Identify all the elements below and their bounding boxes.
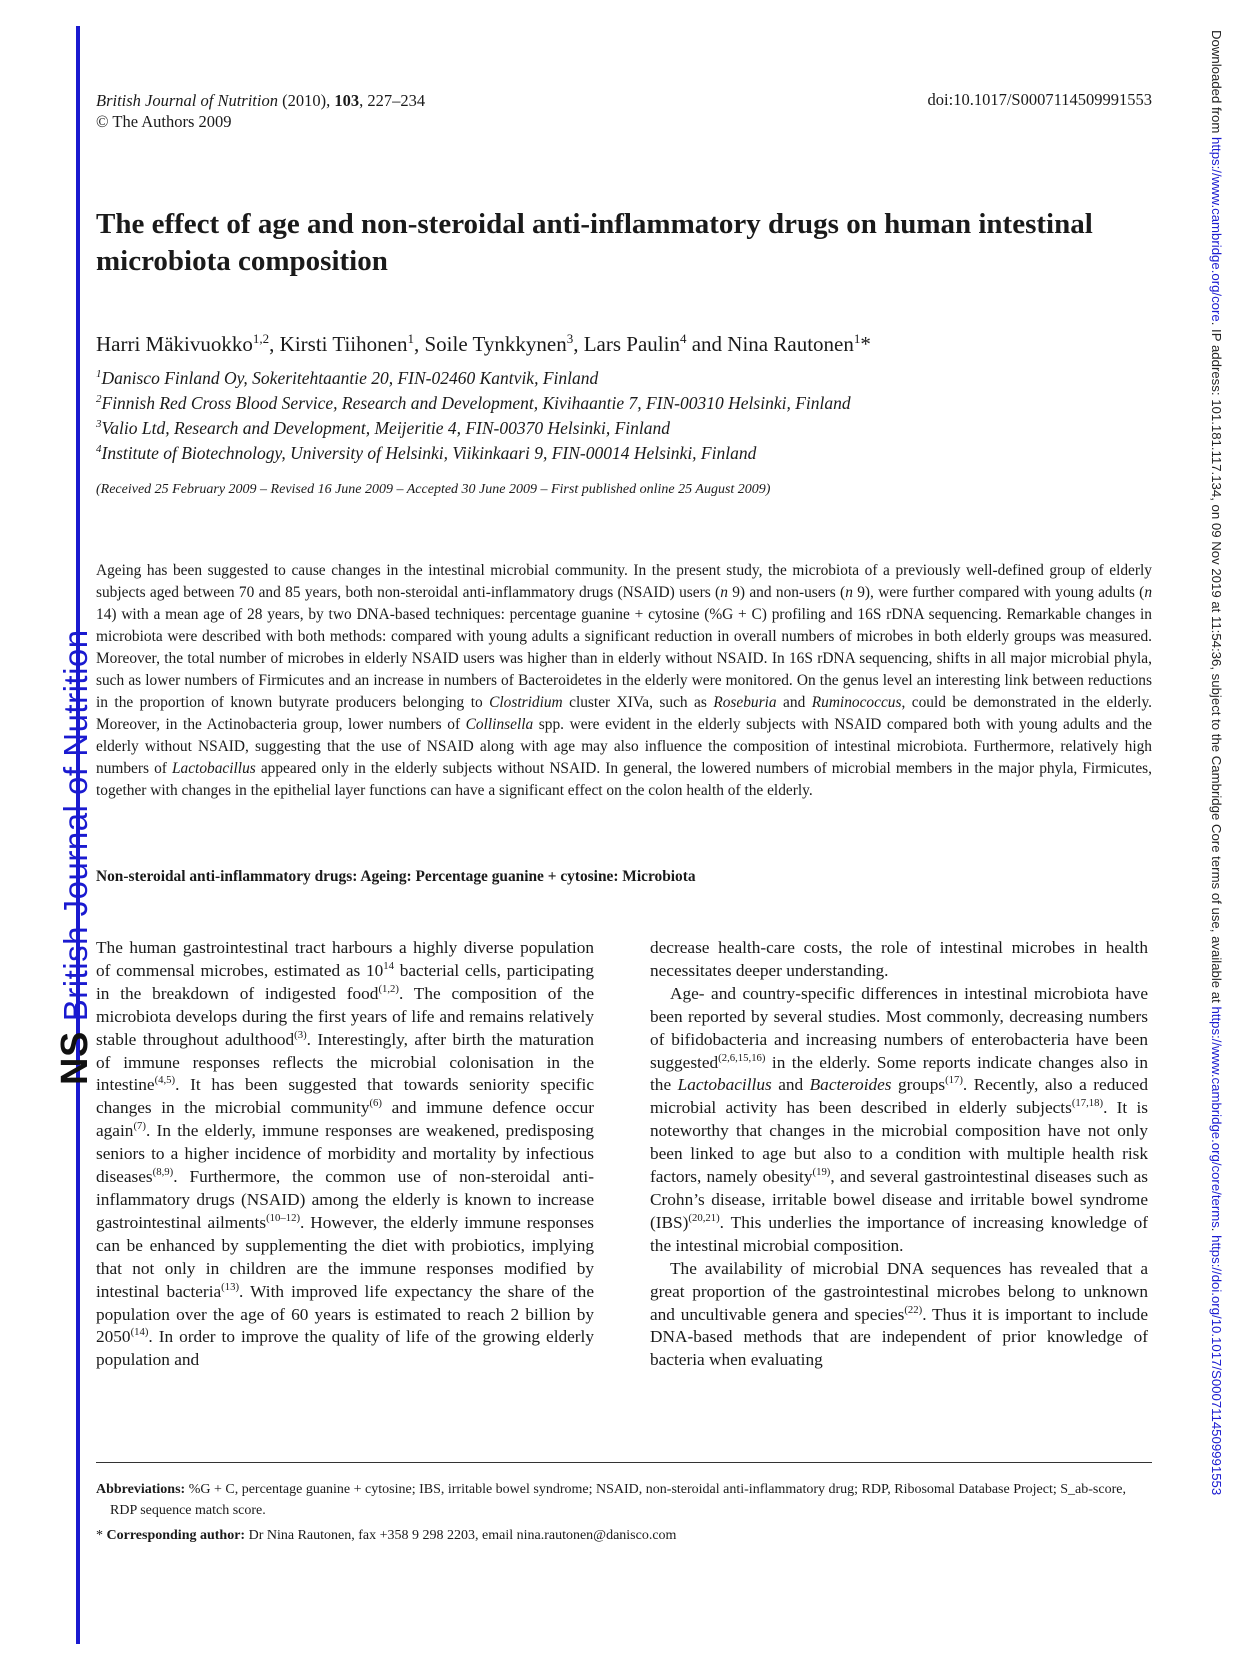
affiliation-number: 1: [96, 368, 102, 381]
genus-name: Roseburia: [713, 694, 777, 711]
body-text: . Thus it is important to include DNA-based methods that are independent of prior knowledge of bacteria when evaluating: [650, 1304, 1148, 1370]
affiliation-number: 3: [96, 418, 102, 431]
journal-citation: [96, 90, 425, 132]
genus-name: Lactobacillus: [677, 1075, 772, 1095]
author-tynkkynen: , Soile Tynkkynen: [413, 332, 567, 356]
author-affil-sup: 4: [679, 331, 687, 346]
side-journal-banner: [54, 629, 97, 1085]
body-text: . However, the elderly immune responses can be enhanced by supplementing the diet with probiotics, implying that not only in children are the immune responses modified by intestinal bacteria: [96, 1212, 594, 1301]
citation-ref: (2,6,15,16): [718, 1051, 766, 1064]
author-tiihonen: , Kirsti Tiihonen: [269, 332, 408, 356]
citation-ref: (19): [812, 1166, 831, 1179]
body-text: The human gastrointestinal tract harbours a highly diverse population of commensal microbes, estimated as 10: [96, 938, 594, 980]
abbreviations-text: %G + C, percentage guanine + cytosine; IBS, irritable bowel syndrome; NSAID, non-steroidal anti-inflammatory drug; RDP, Ribosomal Database Project; S_ab-score, RDP sequence match score.: [110, 1482, 1126, 1518]
footnotes: [96, 1479, 1152, 1550]
author-affil-sup: 3: [566, 331, 574, 346]
citation-ref: (3): [294, 1028, 307, 1041]
affiliation-text: Finnish Red Cross Blood Service, Research and Development, Kivihaantie 7, FIN-00310 Helsinki, Finland: [101, 393, 851, 413]
abstract-n: n: [845, 584, 853, 601]
abstract-text: cluster XIVa, such as: [562, 694, 714, 711]
header-doi: doi:10.1017/S0007114509991553: [927, 90, 1152, 109]
affiliation-list: [96, 366, 851, 466]
body-text: bacterial cells, participating in the breakdown of indigested food: [96, 960, 594, 1003]
footnote-divider: [96, 1462, 1152, 1463]
body-text: . With improved life expectancy the share of the population over the age of 60 years is estimated to reach 2 billion by 2050: [96, 1281, 594, 1347]
author-list: [96, 332, 871, 357]
body-text: The availability of microbial DNA sequences has revealed that a great proportion of the gastrointestinal microbes belong to unknown and uncultivable genera and species: [650, 1258, 1148, 1324]
abstract-text: appeared only in the elderly subjects without NSAID. In general, the lowered numbers of microbial members in the major phyla, Firmicutes, together with changes in the epithelial layer functions can have a significant effect on the colon health of the elderly.: [96, 760, 1152, 799]
citation-ref: (14): [130, 1326, 149, 1339]
abstract-n: n: [1144, 584, 1153, 601]
citation-line: [96, 90, 425, 111]
corresponding-label: Corresponding author:: [106, 1528, 246, 1543]
abstract-n: n: [720, 584, 728, 601]
intro-paragraph-1: [96, 937, 594, 1372]
download-prefix: Downloaded from: [1209, 30, 1224, 138]
affiliation-text: Institute of Biotechnology, University of Helsinki, Viikinkaari 9, FIN-00014 Helsinki, Finland: [101, 443, 757, 463]
affiliation-text: Danisco Finland Oy, Sokeritehtaantie 20, FIN-02460 Kantvik, Finland: [101, 368, 599, 388]
genus-name: Collinsella: [465, 716, 534, 733]
download-separator: .: [1209, 1227, 1224, 1236]
corresponding-text: Dr Nina Rautonen, fax +358 9 298 2203, email nina.rautonen@danisco.com: [245, 1528, 677, 1543]
affiliation-2: [96, 391, 851, 416]
abbreviations-label: Abbreviations:: [96, 1482, 186, 1497]
body-column-left: [96, 937, 594, 1372]
affiliation-1: [96, 366, 851, 391]
side-journal-name: British Journal of Nutrition: [57, 629, 94, 1022]
citation-ref: (4,5): [154, 1074, 176, 1087]
core-link[interactable]: https://www.cambridge.org/core: [1209, 137, 1224, 322]
article-title: The effect of age and non-steroidal anti-inflammatory drugs on human intestinal microbiota composition: [96, 208, 1093, 277]
intro-paragraph-1-cont: decrease health-care costs, the role of intestinal microbes in health necessitates deeper understanding.: [650, 938, 1148, 980]
body-text: . Interestingly, after birth the maturation of immune responses reflects the microbial colonisation in the intestine: [96, 1029, 594, 1095]
citation-year: (2010),: [277, 91, 335, 110]
author-affil-sup: 1: [853, 331, 861, 346]
terms-link[interactable]: https://www.cambridge.org/core/terms: [1209, 1006, 1224, 1228]
genus-name: Ruminococcus: [811, 694, 902, 711]
citation-ref: (13): [221, 1280, 240, 1293]
intro-paragraph-2: [650, 983, 1148, 1258]
affiliation-number: 2: [96, 393, 102, 406]
body-text: and: [771, 1075, 810, 1095]
affiliation-number: 4: [96, 443, 102, 456]
body-text: . It is noteworthy that changes in the microbial composition have not only been linked to age but also to a condition with multiple health risk factors, namely obesity: [650, 1098, 1148, 1187]
keywords: Non-steroidal anti-inflammatory drugs: Ageing: Percentage guanine + cytosine: Microbiota: [96, 868, 696, 885]
corresponding-mark: *: [96, 1528, 107, 1543]
citation-ref: (1,2): [378, 983, 399, 996]
download-middle: . IP address: 101.181.117.134, on 09 Nov 2019 at 11:54:36, subject to the Cambridge Core terms of use, available at: [1209, 321, 1224, 1007]
body-text: and immune defence occur again: [96, 1098, 594, 1141]
body-text: . Recently, also a reduced microbial activity has been described in elderly subjects: [650, 1075, 1148, 1118]
citation-pages: , 227–234: [359, 91, 426, 110]
body-text: . In the elderly, immune responses are weakened, predisposing seniors to a higher incidence of morbidity and mortality by infectious diseases: [96, 1121, 594, 1187]
genus-name: Clostridium: [489, 694, 563, 711]
body-text: . This underlies the importance of increasing knowledge of the intestinal microbial composition.: [650, 1212, 1148, 1255]
abstract-text: and: [776, 694, 812, 711]
citation-ref: (10–12): [266, 1212, 301, 1225]
author-rautonen: and Nina Rautonen: [686, 332, 854, 356]
body-text: , and several gastrointestinal diseases such as Crohn’s disease, irritable bowel disease and irritable bowel syndrome (IBS): [650, 1167, 1149, 1232]
corresponding-author-note: [96, 1525, 1152, 1546]
received-dates: (Received 25 February 2009 – Revised 16 June 2009 – Accepted 30 June 2009 – First published online 25 August 2009): [96, 482, 771, 497]
ns-logo: NS: [54, 1031, 96, 1085]
citation-ref: (17,18): [1071, 1097, 1104, 1110]
affiliation-4: [96, 441, 851, 466]
abbreviations-note: [96, 1479, 1152, 1521]
body-text: Age- and country-specific differences in intestinal microbiota have been reported by several studies. Most commonly, decreasing numbers of bifidobacteria and increasing numbers of enterobacteria have been suggested: [650, 983, 1148, 1072]
abstract-text: 9), were further compared with young adults (: [852, 584, 1145, 601]
genus-name: Lactobacillus: [171, 760, 256, 777]
author-makivuokko: Harri Mäkivuokko: [96, 332, 253, 356]
copyright-line: © The Authors 2009: [96, 112, 232, 131]
exponent: 14: [383, 960, 395, 973]
affiliation-3: [96, 416, 851, 441]
author-affil-sup: 1: [407, 331, 414, 346]
affiliation-text: Valio Ltd, Research and Development, Meijeritie 4, FIN-00370 Helsinki, Finland: [101, 418, 670, 438]
citation-ref: (22): [904, 1303, 923, 1316]
abstract-text: Ageing has been suggested to cause changes in the intestinal microbial community. In the present study, the microbiota of a previously well-defined group of elderly subjects aged between 70 and 85 years, both non-steroidal anti-inflammatory drugs (NSAID) users (: [96, 562, 1152, 601]
abstract-text: spp. were evident in the elderly subjects with NSAID compared both with young adults and the elderly without NSAID, suggesting that the use of NSAID along with age may also influence the composition of intestinal microbiota. Furthermore, relatively high numbers of: [96, 716, 1152, 777]
citation-ref: (7): [133, 1120, 146, 1133]
citation-ref: (8,9): [152, 1166, 174, 1179]
body-column-right: [650, 937, 1148, 1372]
citation-volume: 103: [334, 91, 360, 110]
abstract-text: , could be demonstrated in the elderly. Moreover, in the Actinobacteria group, lower numbers of: [96, 694, 1152, 733]
abstract-text: 9) and non-users (: [727, 584, 846, 601]
body-text: groups: [891, 1075, 946, 1095]
citation-ref: (17): [945, 1074, 963, 1087]
genus-name: Bacteroides: [809, 1075, 892, 1095]
citation-ref: (20,21): [688, 1212, 720, 1225]
journal-title: British Journal of Nutrition: [96, 91, 278, 110]
author-affil-sup: 1,2: [252, 331, 270, 346]
body-text: . In order to improve the quality of life of the growing elderly population and: [96, 1327, 594, 1370]
abstract: [96, 560, 1152, 802]
body-text: . It has been suggested that towards seniority specific changes in the microbial community: [96, 1075, 594, 1118]
doi-link[interactable]: https://doi.org/10.1017/S0007114509991553: [1209, 1235, 1224, 1496]
author-paulin: , Lars Paulin: [573, 332, 680, 356]
body-text: . The composition of the microbiota develops during the first years of life and remains relatively stable throughout adulthood: [96, 983, 595, 1049]
body-text: in the elderly. Some reports indicate changes also in the: [650, 1052, 1148, 1095]
citation-ref: (6): [369, 1097, 382, 1110]
corresponding-mark: *: [860, 332, 871, 356]
download-notice: [1209, 30, 1224, 1495]
abstract-text: 14) with a mean age of 28 years, by two DNA-based techniques: percentage guanine + cytosine (%G + C) profiling and 16S rDNA sequencing. Remarkable changes in microbiota were described with both methods: compared with young adults a significant reduction in overall numbers of microbes in both elderly groups was measured. Moreover, the total number of microbes in elderly NSAID users was higher than in elderly without NSAID. In 16S rDNA sequencing, shifts in all major microbial phyla, such as lower numbers of Firmicutes and an increase in numbers of Bacteroidetes in the elderly were monitored. On the genus level an interesting link between reductions in the proportion of known butyrate producers belonging to: [96, 606, 1152, 711]
body-text: . Furthermore, the common use of non-steroidal anti-inflammatory drugs (NSAID) among the elderly is known to increase gastrointestinal ailments: [96, 1167, 594, 1232]
intro-paragraph-3: [650, 1258, 1148, 1373]
